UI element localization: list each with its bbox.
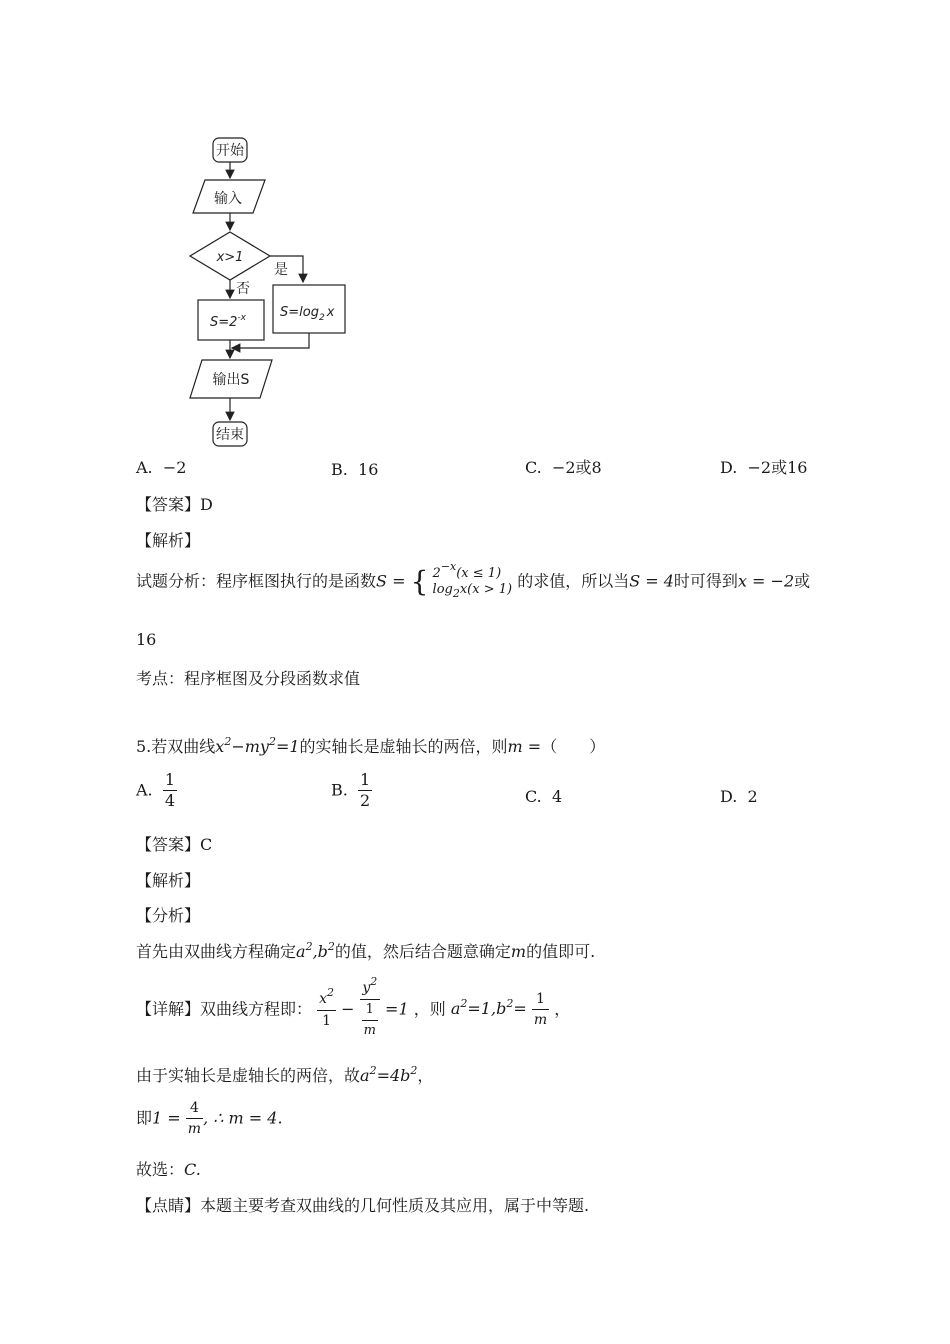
flow-output-label: 输出S — [212, 372, 250, 388]
q4-option-a: A. −2 — [136, 458, 187, 477]
q4-explanation: 试题分析：程序框图执行的是函数S = { $2^{-x}(x \le 1)$ $\log_2x(x > 1)$ 的求值，所以当S = 4时可得到x = −2或 — [136, 560, 811, 600]
q4-explanation-line2: 16 — [136, 630, 157, 649]
flow-no-label: 否 — [236, 281, 250, 297]
flow-no-formula: $S=2^{-x}$ — [210, 313, 246, 330]
q5-option-a: A. $\frac{1}{4}$ — [136, 770, 175, 810]
q5-answer: 【答案】C — [136, 835, 213, 854]
flow-condition-label: x>1 — [216, 250, 244, 265]
q4-analysis-title: 【解析】 — [136, 531, 201, 550]
flowchart — [180, 130, 360, 450]
q5-option-b: B. $\frac{1}{2}$ — [331, 770, 371, 810]
flow-yes-formula: $S=\log_2$ x — [280, 305, 335, 323]
q5-detail: 【详解】双曲线方程即： $\frac{x^2}{1}$ − $\frac{y^2}{\frac{1}{m}}$ =1 ，则 $a^2=1,b^2=$ $\frac{1}{m}$ ， — [136, 978, 570, 1041]
q5-fenxi-title: 【分析】 — [136, 906, 201, 925]
flow-start-label: 开始 — [216, 143, 244, 159]
q5-analysis-title: 【解析】 — [136, 871, 201, 890]
flow-yes-label: 是 — [274, 262, 288, 278]
q5-option-c: C. 4 — [525, 787, 563, 806]
q4-option-c: C. −2或8 — [525, 458, 602, 477]
q5-line3: 由于实轴长是虚轴长的两倍，故$a^2=4b^2$， — [136, 1064, 434, 1085]
q5-option-d: D. 2 — [720, 787, 758, 806]
q5-fenxi-text: 首先由双曲线方程确定$a^2,b^2$的值，然后结合题意确定m的值即可. — [136, 940, 596, 961]
q4-kaodian: 考点：程序框图及分段函数求值 — [136, 669, 361, 688]
piecewise-function: { $2^{-x}(x \le 1)$ $\log_2x(x > 1)$ — [410, 560, 513, 600]
q5-line4: 即1 = $\frac{4}{m}$ , ∴ m = 4. — [136, 1100, 283, 1137]
flow-end-label: 结束 — [216, 427, 244, 443]
q4-answer: 【答案】D — [136, 495, 213, 514]
q5-choose: 故选：C. — [136, 1160, 201, 1179]
flow-input-label: 输入 — [214, 191, 242, 207]
q5-stem: 5.若双曲线$x^2-my^2=1$的实轴长是虚轴长的两倍，则m =（ ） — [136, 735, 606, 756]
q4-option-d: D. −2或16 — [720, 458, 808, 477]
q4-option-b: B. 16 — [331, 460, 379, 479]
q5-dianjing: 【点睛】本题主要考查双曲线的几何性质及其应用，属于中等题. — [136, 1196, 590, 1215]
